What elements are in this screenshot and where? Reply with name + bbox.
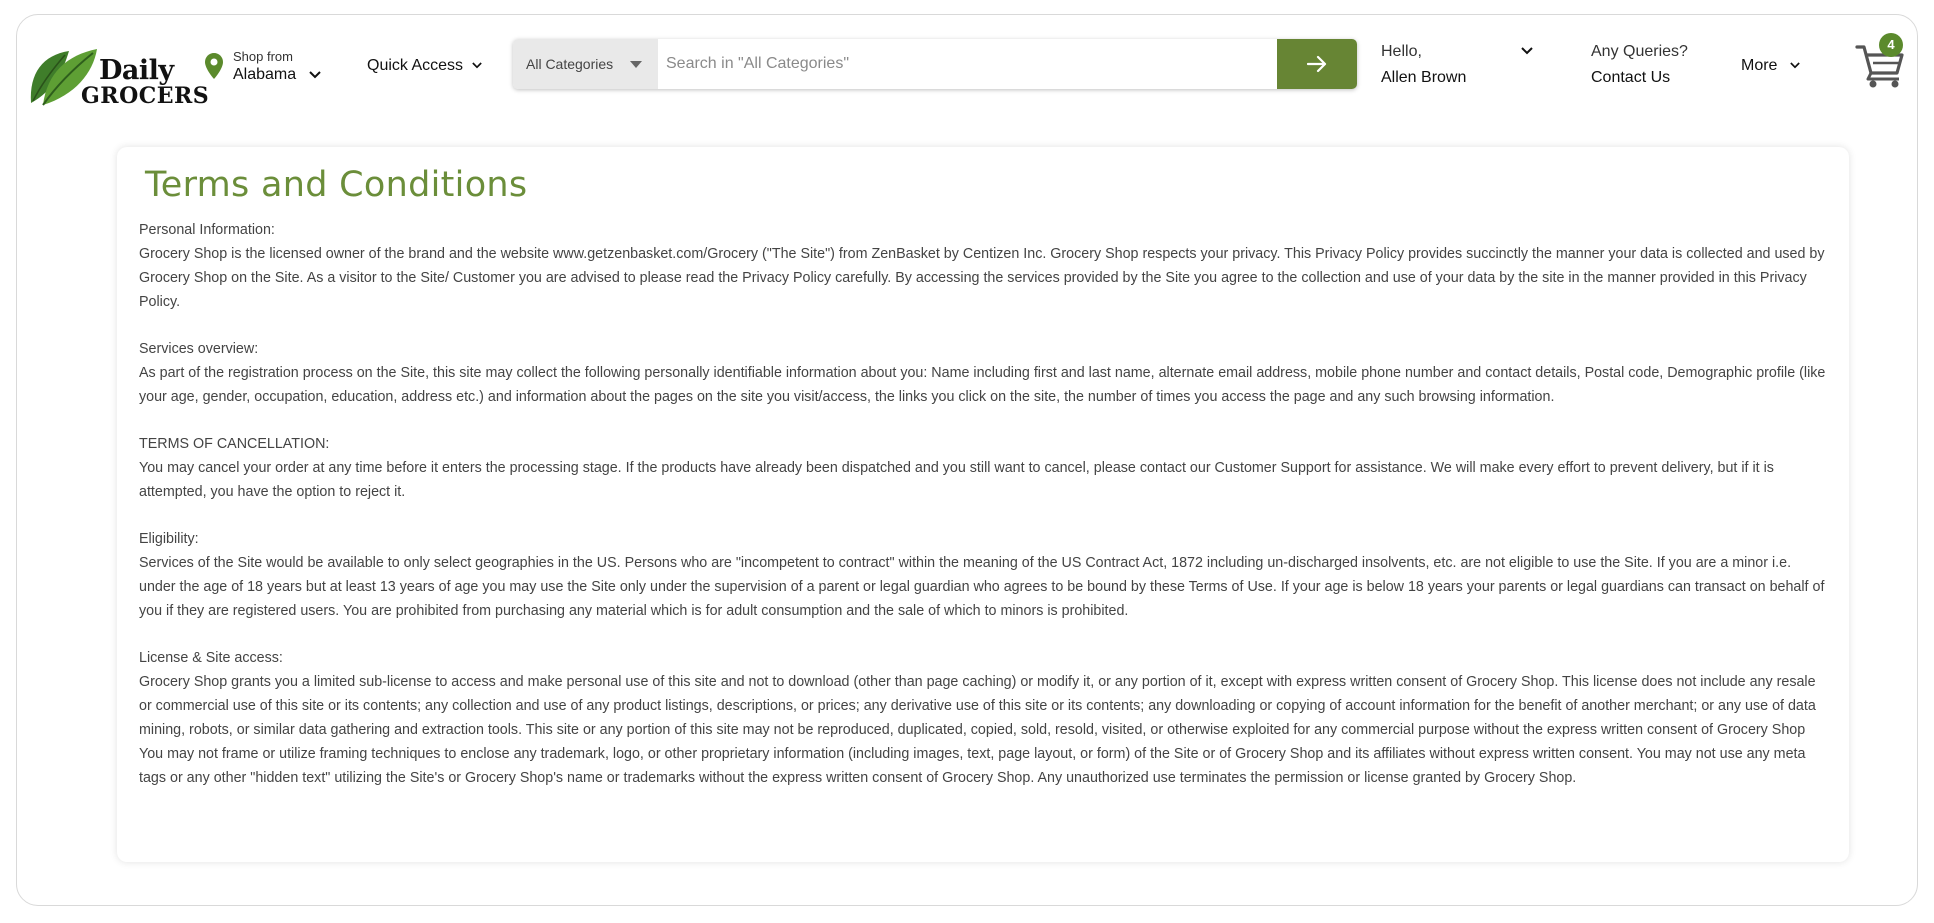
location-pin-icon — [205, 53, 223, 79]
caret-down-icon — [630, 61, 642, 68]
section-heading: Services overview: — [139, 341, 259, 357]
section-body: Grocery Shop grants you a limited sub-license to access and make personal use of this site and not to download (other than page caching) or modify it, or any portion of it, except with express written consent of Grocery Shop. This license does not include any resale or commercial use of this site or its contents; any collection and use of any product listings, descriptions, or prices; any derivative use of this site or its contents; any downloading or copying of account information for the benefit of another merchant; or any use of data mining, robots, or similar data gathering and extraction tools. This site or any portion of this site may not be reproduced, duplicated, copied, sold, resold, visited, or otherwise exploited for any commercial purpose without the express written consent of Grocery Shop You may not frame or utilize framing techniques to enclose any trademark, logo, or other proprietary information (including images, text, page layout, or form) of the Site or of Grocery Shop and its affiliates without express written consent. You may not use any meta tags or any other "hidden text" utilizing the Site's or Grocery Shop's name or trademarks without the express written consent of Grocery Shop. Any unauthorized use terminates the permission or license granted by Grocery Shop. — [139, 674, 1816, 786]
brand-logo[interactable] — [23, 33, 210, 113]
section-services-overview — [139, 337, 1827, 409]
section-heading: License & Site access: — [139, 650, 283, 666]
contact-us-link[interactable]: Contact Us — [1591, 69, 1671, 86]
chevron-down-icon — [1521, 47, 1533, 55]
search-submit-button[interactable] — [1277, 39, 1357, 89]
page-title: Terms and Conditions — [145, 165, 528, 205]
chevron-down-icon — [472, 62, 482, 69]
section-eligibility — [139, 527, 1827, 623]
section-body: Services of the Site would be available to only select geographies in the US. Persons who are "incompetent to contract" within the meaning of the US Contract Act, 1872 including un-discharged insolvents, etc. are not eligible to use the Site. If you are a minor i.e. under the age of 18 years but at least 13 years of age you may use the Site only under the supervision of a parent or legal guardian who agrees to be bound by these Terms of Use. If your age is below 18 years your parents or legal guardians can transact on behalf of you if they are registered users. You are prohibited from purchasing any material which is for adult consumption and the sale of which to minors is prohibited. — [139, 555, 1825, 619]
cart-count-badge: 4 — [1879, 33, 1903, 57]
section-body: As part of the registration process on the Site, this site may collect the following personally identifiable information about you: Name including first and last name, alternate email address, mobile phone number and contact details, Postal code, Demographic profile (like your age, gender, occupation, education, address etc.) and information about the pages on the site you visit/access, the links you click on the site, the number of times you access the page and any such browsing information. — [139, 365, 1826, 405]
section-license-site-access — [139, 646, 1827, 790]
search-input[interactable] — [658, 39, 1278, 89]
account-greeting: Hello, — [1381, 43, 1422, 60]
arrow-right-icon — [1307, 55, 1327, 73]
chevron-down-icon — [309, 71, 321, 79]
search-bar — [513, 39, 1357, 89]
ship-from-value — [233, 66, 321, 84]
brand-word-daily: Daily — [99, 55, 174, 86]
quick-access-label: Quick Access — [367, 57, 464, 74]
section-heading: Personal Information: — [139, 222, 275, 238]
ship-from-state: Alabama — [233, 66, 297, 83]
more-label: More — [1741, 57, 1778, 74]
app-frame — [16, 14, 1918, 906]
brand-word-grocers: GROCERS — [81, 83, 210, 109]
category-select[interactable] — [513, 39, 658, 89]
quick-access-menu[interactable] — [367, 57, 482, 75]
ship-from-label: Shop from — [233, 49, 293, 64]
support-block — [1591, 43, 1688, 87]
cart-button[interactable] — [1855, 33, 1907, 91]
section-heading: Eligibility: — [139, 531, 199, 547]
section-body: You may cancel your order at any time before it enters the processing stage. If the products have already been dispatched and you still want to cancel, please contact our Customer Support for assistance. We will make every effort to prevent delivery, but if it is attempted, you have the option to reject it. — [139, 460, 1774, 500]
category-select-value: All Categories — [526, 56, 614, 72]
support-question: Any Queries? — [1591, 43, 1688, 60]
section-personal-information — [139, 218, 1827, 314]
site-header — [17, 15, 1917, 121]
section-terms-of-cancellation — [139, 432, 1827, 504]
account-name: Allen Brown — [1381, 69, 1467, 86]
chevron-down-icon — [1790, 62, 1800, 69]
more-menu[interactable] — [1741, 57, 1800, 75]
ship-from-selector[interactable] — [205, 49, 325, 89]
section-body: Grocery Shop is the licensed owner of the brand and the website www.getzenbasket.com/Grocery ("The Site") from ZenBasket by Centizen Inc. Grocery Shop respects your privacy. This Privacy Policy provides succinctly the manner your data is collected and used by Grocery Shop on the Site. As a visitor to the Site/ Customer you are advised to please read the Privacy Policy carefully. By accessing the services provided by the Site you agree to the collection and use of your data by the site in the manner provided in this Privacy Policy. — [139, 246, 1825, 310]
terms-card — [117, 147, 1849, 862]
section-heading: TERMS OF CANCELLATION: — [139, 436, 330, 452]
account-menu[interactable] — [1381, 43, 1541, 93]
